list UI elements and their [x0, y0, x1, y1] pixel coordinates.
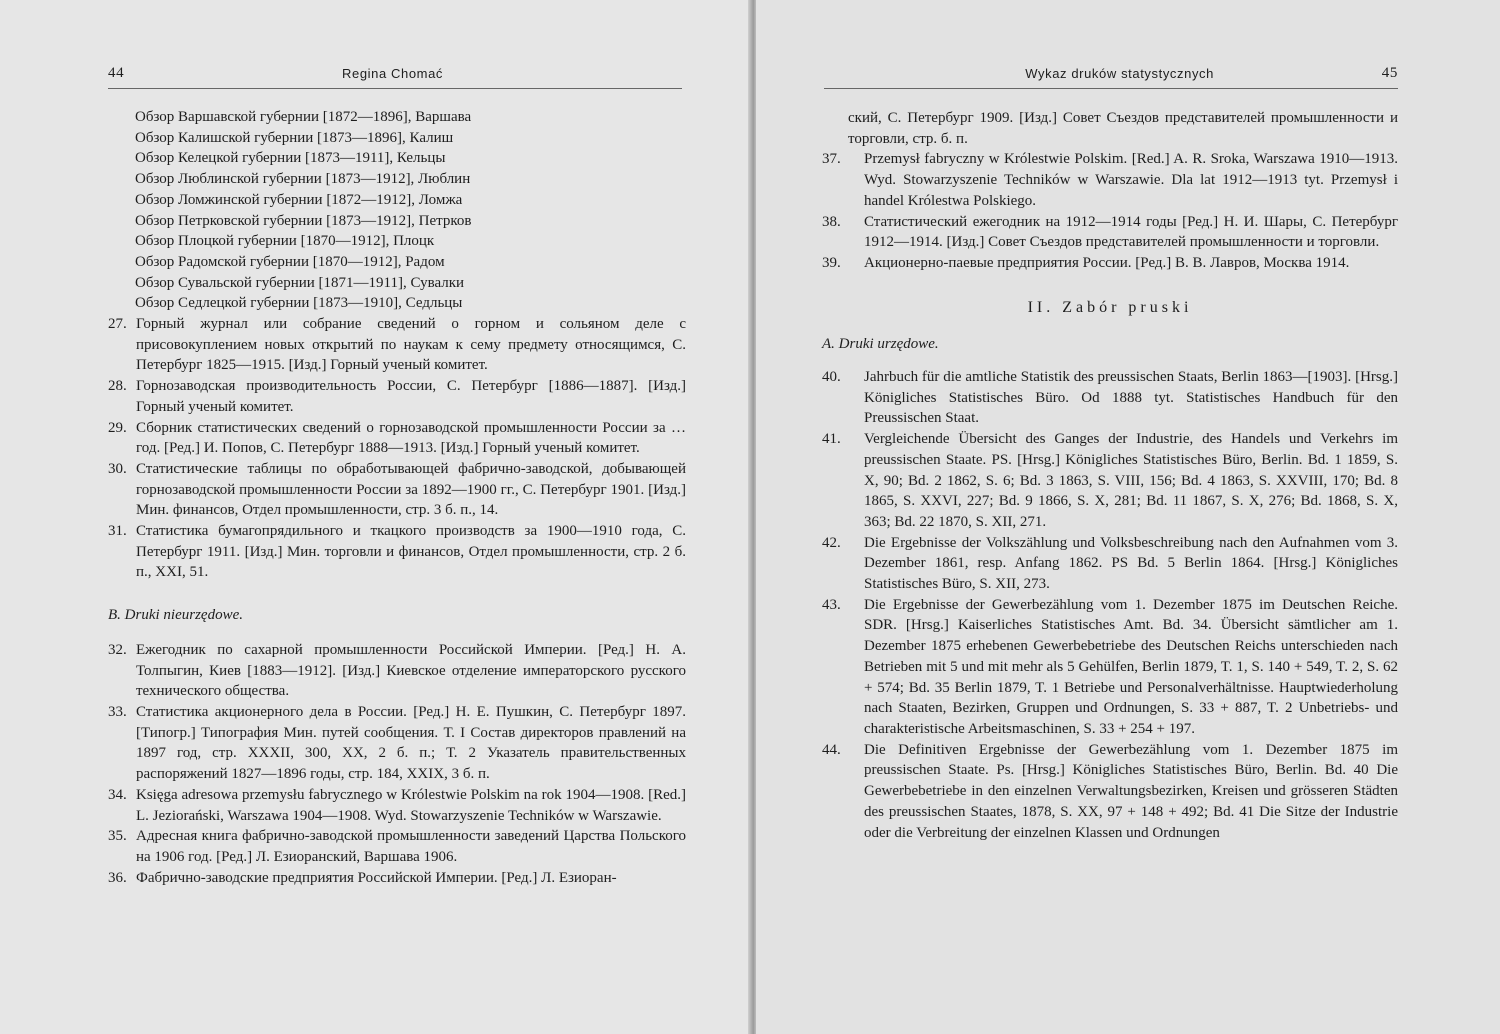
left-page-number: 44 [108, 65, 125, 81]
entry-text: Ежегодник по сахарной промышленности Российской Империи. [Ред.] Н. А. Толпыгин, Киев [1883—1912]. [Изд.] Киевское отделение императорского русского технического общества. [136, 641, 686, 700]
bibliography-entry [822, 740, 1398, 844]
entry-number: 34. [108, 786, 127, 803]
bibliography-entry [108, 702, 686, 785]
entry-number: 27. [108, 316, 127, 333]
bibliography-entry [822, 253, 1398, 274]
bibliography-entry [108, 785, 686, 826]
right-running-head: Wykaz druków statystycznych [1025, 66, 1214, 81]
list-item: Обзор Калишской губернии [1873—1896], Калиш [135, 129, 454, 146]
bibliography-entry [108, 521, 686, 583]
bibliography-entry [108, 640, 686, 702]
entry-number: 32. [108, 641, 127, 658]
entry-text: Статистический ежегодник на 1912—1914 годы [Ред.] Н. И. Шары, С. Петербург 1912—1914. [Изд.] Совет Съездов представителей промышленности и торговли. [864, 213, 1398, 251]
entry-number: 40. [822, 369, 841, 386]
right-page [756, 0, 1500, 1034]
bibliography-entry [822, 212, 1398, 253]
right-running-header [824, 62, 1398, 89]
list-item: Обзор Люблинской губернии [1873—1912], Люблин [135, 171, 471, 188]
entry-text: Адресная книга фабрично-заводской промышленности заведений Царства Польского на 1906 год. [Ред.] Л. Езиоранский, Варшава 1906. [136, 828, 686, 865]
entry-number: 41. [822, 431, 841, 448]
entry-text: Die Ergebnisse der Gewerbezählung vom 1. Dezember 1875 im Deutschen Reiche. SDR. [Hrsg.] Kaiserliches Statistisches Amt. Bd. 34. Übersicht sämtlicher am 1. Dezember 1875 erhebenen Gewerbebetriebe des Deutschen Reichs unterschieden nach Betrieben mit 5 und mit mehr als 5 Gehülfen, Berlin 1879, T. 1, S. 140 + 549, T. 2, S. 62 + 574; Bd. 35 Berlin 1879, T. 1 Betriebe und Personalverhältnisse. Hauptwiederholung nach Staaten, Bezirken, Gruppen und Ordnungen, S. 33 + 887, T. 2 Unbetriebs- und charakteristische Arbeitsmaschinen, S. 33 + 254 + 197. [864, 596, 1398, 737]
bibliography-entry [108, 376, 686, 417]
entry-number: 33. [108, 703, 127, 720]
entry-text: Сборник статистических сведений о горнозаводской промышленности России за … год. [Ред.] И. Попов, С. Петербург 1888—1913. [Изд.] Горный ученый комитет. [136, 419, 686, 457]
right-page-body [822, 108, 1398, 843]
list-item: Обзор Петрковской губернии [1873—1912], Петрков [135, 212, 472, 229]
bibliography-entry [108, 418, 686, 459]
entry-text: Статистические таблицы по обработывающей фабрично-заводской, добывающей горнозаводской промышленности России за 1892—1900 гг., С. Петербург 1901. [Изд.] Мин. финансов, Отдел промышленности, стр. 3 б. п., 14. [136, 460, 686, 519]
list-item: Обзор Сувальской губернии [1871—1911], Сувалки [135, 274, 465, 291]
list-item: Обзор Варшавской губернии [1872—1896], Варшава [135, 109, 472, 125]
entry-text: Фабрично-заводские предприятия Российской Империи. [Ред.] Л. Езиоран- [136, 869, 617, 886]
list-item: Обзор Плоцкой губернии [1870—1912], Плоцк [135, 233, 435, 250]
left-running-header [108, 62, 682, 89]
bibliography-entry [108, 826, 686, 867]
list-item: Обзор Келецкой губернии [1873—1911], Кельцы [135, 150, 446, 167]
list-item: Обзор Седлецкой губернии [1873—1910], Седльцы [135, 295, 463, 312]
left-running-head: Regina Chomać [342, 66, 444, 81]
entry-text: Księga adresowa przemysłu fabrycznego w Królestwie Polskim na rok 1904—1908. [Red.] L. Jeziorański, Warszawa 1904—1908. Wyd. Stowarzyszenie Techników w Warszawie. [136, 786, 686, 824]
entry-text: Горный журнал или собрание сведений о горном и сольяном деле с присовокуплением новых открытий по наукам к сему предмету относящимся, С. Петербург 1825—1915. [Изд.] Горный ученый комитет. [136, 316, 686, 374]
bibliography-entry [822, 595, 1398, 740]
governorate-review-list [108, 107, 686, 314]
list-item: Обзор Радомской губернии [1870—1912], Радом [135, 253, 445, 270]
right-page-number: 45 [1381, 65, 1398, 81]
entry-number: 42. [822, 534, 841, 551]
bibliography-entry [108, 459, 686, 521]
entry-number: 36. [108, 869, 127, 886]
entry-number: 43. [822, 596, 841, 613]
section-heading: II. Zabór pruski [1027, 298, 1193, 316]
entry-text: Jahrbuch für die amtliche Statistik des preussischen Staats, Berlin 1863—[1903]. [Hrsg.] Königliches Statistisches Büro. Od 1888 tyt. Statistisches Handbuch für den Preussischen Staat. [864, 369, 1398, 427]
entry-text: Статистика бумагопрядильного и ткацкого производств за 1900—1910 года, С. Петербург 1911. [Изд.] Мин. торговли и финансов, Отдел промышленности, стр. 2 б. п., XXI, 51. [136, 523, 686, 581]
entry-number: 37. [822, 151, 841, 168]
entry-number: 39. [822, 254, 841, 271]
entry-text: Przemysł fabryczny w Królestwie Polskim. [Red.] A. R. Sroka, Warszawa 1910—1913. Wyd. Stowarzyszenie Techników w Warszawie. Dla lat 1912—1913 tyt. Przemysł i handel Królestwa Polskiego. [864, 151, 1398, 209]
entry-number: 28. [108, 378, 127, 395]
entry-text: Die Ergebnisse der Volkszählung und Volksbeschreibung nach den Aufnahmen vom 3. Dezember 1861, resp. Anfang 1862. PS Bd. 5 Berlin 1864. [Hrsg.] Königliches Statistisches Büro, S. XII, 273. [864, 534, 1398, 593]
entry-number: 35. [108, 828, 127, 845]
entry-number: 29. [108, 419, 127, 436]
entry-text: Vergleichende Übersicht des Ganges der Industrie, des Handels und Verkehrs im preussischen Staate. PS. [Hrsg.] Königliches Statistisches Büro, Berlin. Bd. 1 1859, S. X, 90; Bd. 2 1862, S. 6; Bd. 3 1863, S. VIII, 156; Bd. 4 1863, S. XXVIII, 170; Bd. 8 1865, S. XXVI, 227; Bd. 9 1866, S. X, 281; Bd. 11 1867, S. X, 276; Bd. 1868, S. X, 363; Bd. 22 1870, S. XII, 271. [864, 431, 1398, 530]
subsection-heading: B. Druki nieurzędowe. [108, 607, 243, 624]
list-item: Обзор Ломжинской губернии [1872—1912], Ломжа [135, 191, 463, 208]
entry-number: 30. [108, 460, 127, 477]
left-page-body [108, 107, 686, 888]
entry-text: Статистика акционерного дела в России. [Ред.] Н. Е. Пушкин, С. Петербург 1897. [Типогр.] Типография Мин. путей сообщения. Т. I Состав директоров правлений на 1897 год, стр. XXXII, 300, XX, 2 б. п.; Т. 2 Указатель правительственных распоряжений 1827—1896 годы, стр. 184, XXIX, 3 б. п. [136, 703, 686, 783]
entry-continuation: ский, С. Петербург 1909. [Изд.] Совет Съездов представителей промышленности и торговли, стр. б. п. [848, 110, 1398, 147]
bibliography-entry [108, 314, 686, 376]
bibliography-entry [108, 868, 686, 889]
entry-number: 44. [822, 741, 841, 758]
bibliography-entry [822, 533, 1398, 595]
bibliography-entry [822, 149, 1398, 211]
subsection-heading: A. Druki urzędowe. [822, 336, 939, 353]
bibliography-entry [822, 367, 1398, 429]
entry-number: 31. [108, 523, 127, 540]
entry-number: 38. [822, 213, 841, 230]
entry-text: Горнозаводская производительность России, С. Петербург [1886—1887]. [Изд.] Горный ученый комитет. [136, 378, 686, 415]
entry-text: Die Definitiven Ergebnisse der Gewerbezählung vom 1. Dezember 1875 im preussischen Staate. Ps. [Hrsg.] Königliches Statistisches Büro, Berlin. Bd. 40 Die Gewerbebetriebe in den einzelnen Verwaltungsbezirken, Kreisen und grösseren Städten des preussischen Staates, 1878, S. XX, 97 + 148 + 492; Bd. 41 Die Sitze der Industrie oder die Verbreitung der einzelnen Klassen und Ordnungen [864, 741, 1398, 841]
entry-text: Акционерно-паевые предприятия России. [Ред.] В. В. Лавров, Москва 1914. [864, 254, 1350, 271]
bibliography-entry [822, 429, 1398, 533]
